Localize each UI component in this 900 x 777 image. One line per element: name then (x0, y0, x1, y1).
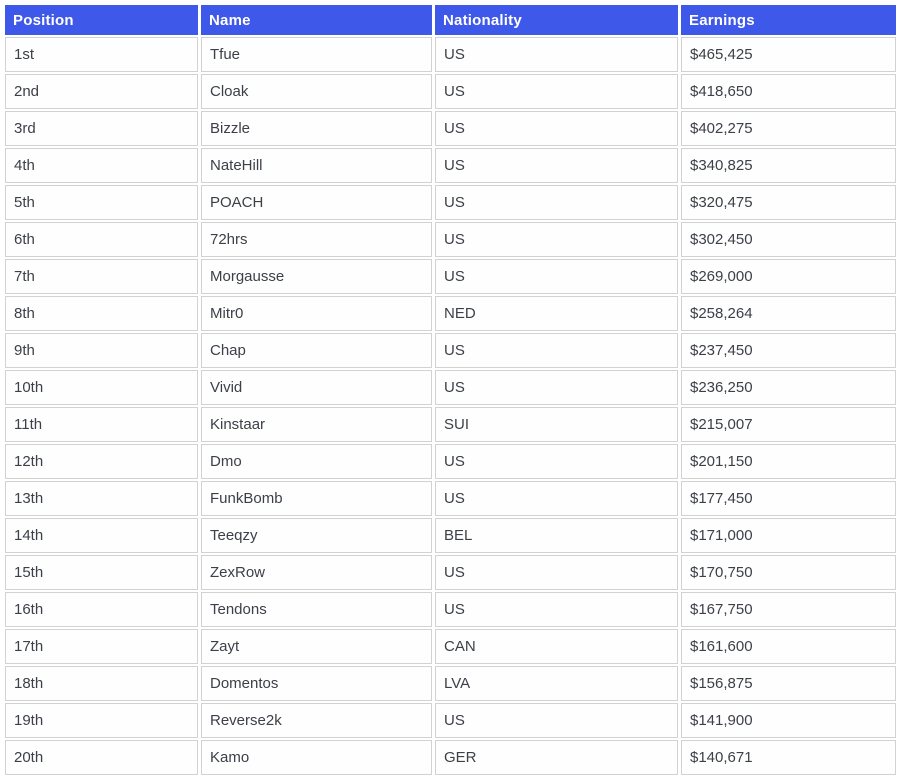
cell-name: Cloak (201, 74, 432, 109)
cell-earnings: $269,000 (681, 259, 896, 294)
cell-nationality: US (435, 555, 678, 590)
cell-nationality: US (435, 37, 678, 72)
cell-position: 8th (5, 296, 198, 331)
cell-nationality: US (435, 259, 678, 294)
cell-earnings: $402,275 (681, 111, 896, 146)
table-row (5, 555, 896, 590)
cell-name: POACH (201, 185, 432, 220)
cell-earnings: $237,450 (681, 333, 896, 368)
column-header-nationality: Nationality (435, 5, 678, 35)
column-header-earnings: Earnings (681, 5, 896, 35)
cell-position: 3rd (5, 111, 198, 146)
table-row (5, 481, 896, 516)
cell-name: Kamo (201, 740, 432, 775)
cell-nationality: US (435, 333, 678, 368)
cell-earnings: $141,900 (681, 703, 896, 738)
cell-nationality: US (435, 703, 678, 738)
cell-nationality: SUI (435, 407, 678, 442)
cell-nationality: BEL (435, 518, 678, 553)
cell-nationality: CAN (435, 629, 678, 664)
cell-position: 6th (5, 222, 198, 257)
cell-earnings: $465,425 (681, 37, 896, 72)
table-row (5, 37, 896, 72)
header-row (5, 5, 896, 35)
cell-position: 16th (5, 592, 198, 627)
cell-name: Bizzle (201, 111, 432, 146)
cell-nationality: LVA (435, 666, 678, 701)
cell-position: 2nd (5, 74, 198, 109)
cell-name: ZexRow (201, 555, 432, 590)
cell-position: 11th (5, 407, 198, 442)
cell-nationality: NED (435, 296, 678, 331)
cell-earnings: $167,750 (681, 592, 896, 627)
cell-nationality: US (435, 444, 678, 479)
table-row (5, 629, 896, 664)
cell-earnings: $236,250 (681, 370, 896, 405)
table-row (5, 333, 896, 368)
table-row (5, 370, 896, 405)
cell-nationality: GER (435, 740, 678, 775)
cell-earnings: $215,007 (681, 407, 896, 442)
cell-name: Zayt (201, 629, 432, 664)
table-row (5, 148, 896, 183)
table-row (5, 222, 896, 257)
cell-name: Tfue (201, 37, 432, 72)
table-row (5, 407, 896, 442)
cell-nationality: US (435, 481, 678, 516)
cell-name: Teeqzy (201, 518, 432, 553)
cell-earnings: $201,150 (681, 444, 896, 479)
cell-earnings: $418,650 (681, 74, 896, 109)
cell-position: 19th (5, 703, 198, 738)
cell-nationality: US (435, 74, 678, 109)
table-row (5, 111, 896, 146)
cell-name: Mitr0 (201, 296, 432, 331)
table-row (5, 703, 896, 738)
cell-position: 14th (5, 518, 198, 553)
cell-position: 4th (5, 148, 198, 183)
table-row (5, 185, 896, 220)
cell-earnings: $340,825 (681, 148, 896, 183)
cell-earnings: $140,671 (681, 740, 896, 775)
cell-nationality: US (435, 148, 678, 183)
cell-nationality: US (435, 592, 678, 627)
table-row (5, 444, 896, 479)
cell-name: Dmo (201, 444, 432, 479)
cell-name: FunkBomb (201, 481, 432, 516)
table-row (5, 259, 896, 294)
table-row (5, 740, 896, 775)
cell-earnings: $302,450 (681, 222, 896, 257)
cell-name: Morgausse (201, 259, 432, 294)
table-row (5, 666, 896, 701)
cell-position: 7th (5, 259, 198, 294)
table-body (5, 37, 896, 775)
cell-nationality: US (435, 370, 678, 405)
cell-name: Vivid (201, 370, 432, 405)
cell-earnings: $161,600 (681, 629, 896, 664)
cell-earnings: $156,875 (681, 666, 896, 701)
cell-name: Reverse2k (201, 703, 432, 738)
cell-earnings: $320,475 (681, 185, 896, 220)
table-row (5, 74, 896, 109)
cell-position: 20th (5, 740, 198, 775)
cell-name: Kinstaar (201, 407, 432, 442)
table-row (5, 518, 896, 553)
cell-nationality: US (435, 111, 678, 146)
cell-name: 72hrs (201, 222, 432, 257)
cell-name: Domentos (201, 666, 432, 701)
cell-name: NateHill (201, 148, 432, 183)
cell-position: 17th (5, 629, 198, 664)
cell-earnings: $177,450 (681, 481, 896, 516)
cell-earnings: $170,750 (681, 555, 896, 590)
cell-position: 13th (5, 481, 198, 516)
column-header-name: Name (201, 5, 432, 35)
cell-position: 18th (5, 666, 198, 701)
cell-earnings: $171,000 (681, 518, 896, 553)
cell-position: 5th (5, 185, 198, 220)
earnings-table (2, 3, 899, 777)
cell-nationality: US (435, 185, 678, 220)
cell-position: 9th (5, 333, 198, 368)
table-row (5, 296, 896, 331)
cell-position: 15th (5, 555, 198, 590)
cell-name: Chap (201, 333, 432, 368)
cell-position: 10th (5, 370, 198, 405)
table-header (5, 5, 896, 35)
cell-earnings: $258,264 (681, 296, 896, 331)
column-header-position: Position (5, 5, 198, 35)
cell-position: 12th (5, 444, 198, 479)
cell-position: 1st (5, 37, 198, 72)
cell-nationality: US (435, 222, 678, 257)
table-row (5, 592, 896, 627)
cell-name: Tendons (201, 592, 432, 627)
